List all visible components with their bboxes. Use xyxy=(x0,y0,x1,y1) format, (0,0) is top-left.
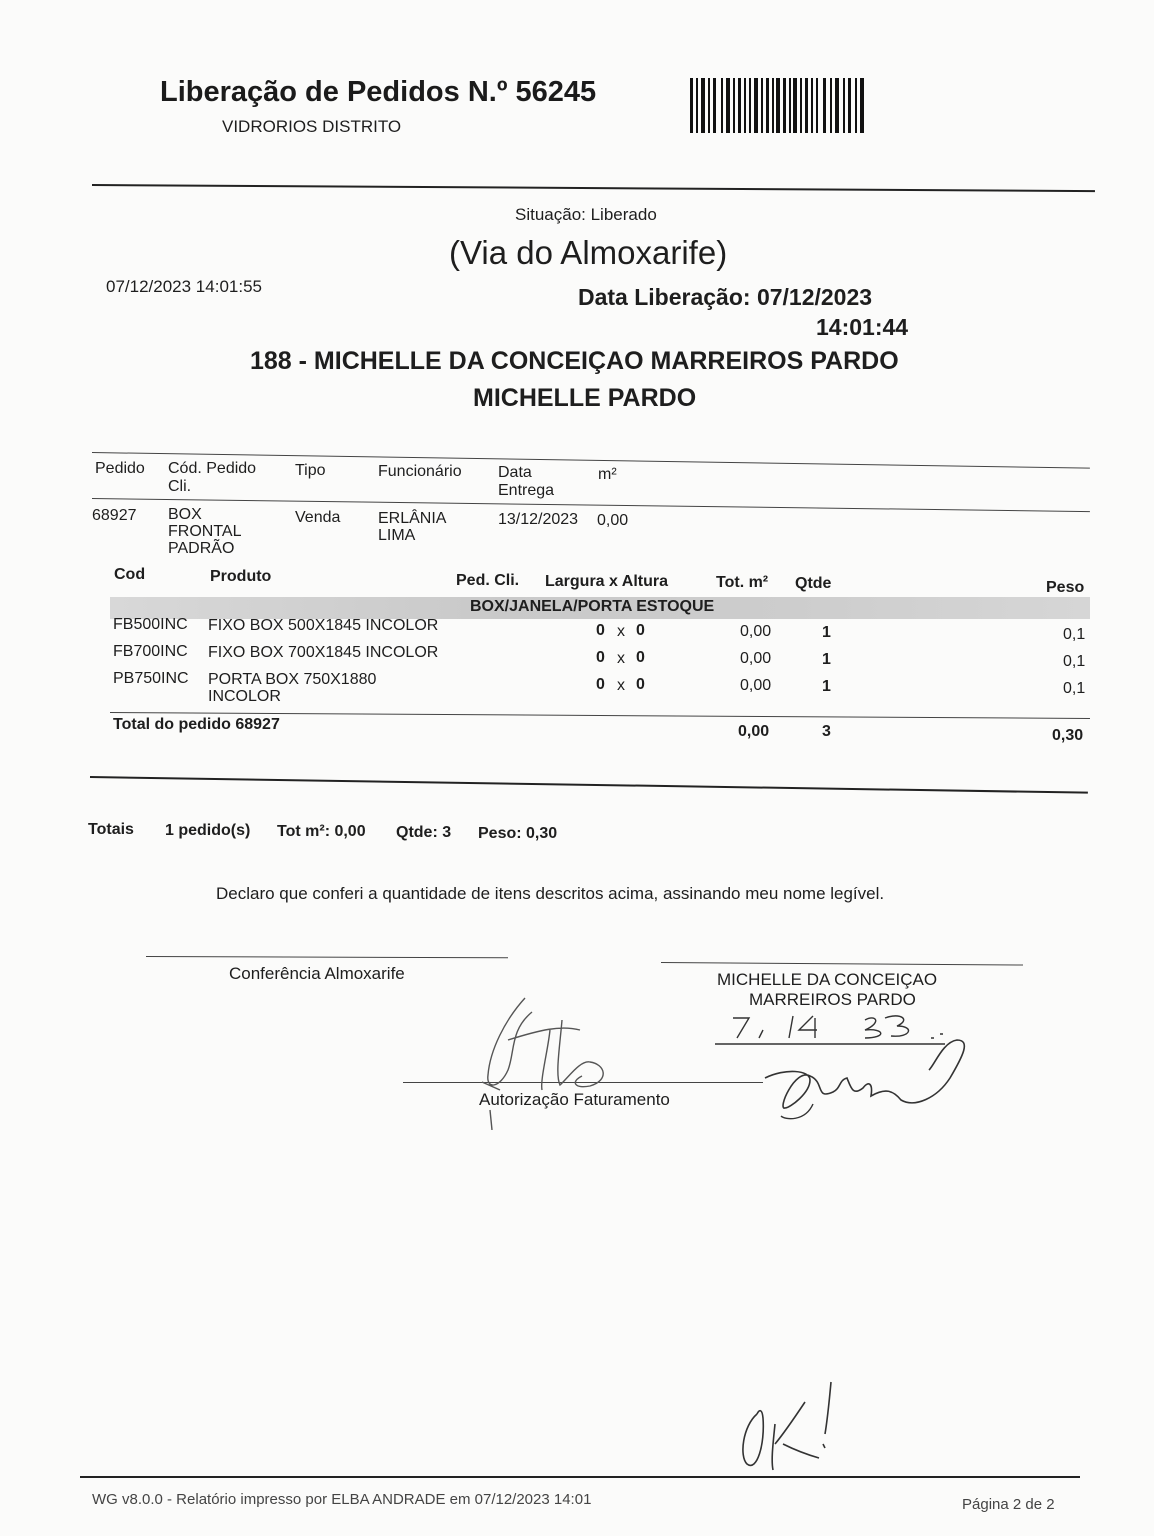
totais-peso: Peso: 0,30 xyxy=(478,825,558,842)
item-header-tot-m2: Tot. m² xyxy=(716,574,769,591)
item-altura: 0 xyxy=(636,622,645,639)
item-header-qtde: Qtde xyxy=(795,575,832,592)
item-header-peso: Peso xyxy=(1046,579,1085,596)
order-m2: 0,00 xyxy=(597,512,629,529)
item-x-separator: x xyxy=(617,623,625,640)
order-tipo: Venda xyxy=(295,509,341,526)
order-total-qtde: 3 xyxy=(822,723,831,740)
barcode-icon xyxy=(690,78,866,133)
item-peso: 0,1 xyxy=(1063,680,1086,697)
print-timestamp: 07/12/2023 14:01:55 xyxy=(106,277,262,296)
item-altura: 0 xyxy=(636,676,645,693)
totais-pedidos: 1 pedido(s) xyxy=(165,822,251,839)
item-header-cod: Cod xyxy=(114,566,146,583)
item-x-separator: x xyxy=(617,677,625,694)
col-header-pedido: Pedido xyxy=(95,460,145,477)
conferencia-signature-line xyxy=(146,956,508,958)
col-header-cod-pedido: Cód. Pedido Cli. xyxy=(168,460,257,495)
item-produto: PORTA BOX 750X1880 INCOLOR xyxy=(208,671,377,705)
item-altura: 0 xyxy=(636,649,645,666)
footer-printed-by: WG v8.0.0 - Relatório impresso por ELBA ANDRADE em 07/12/2023 14:01 xyxy=(92,1491,592,1508)
item-peso: 0,1 xyxy=(1063,653,1086,670)
client-short-name: MICHELLE PARDO xyxy=(473,384,697,412)
item-qtde: 1 xyxy=(822,624,831,641)
autorizacao-label: Autorização Faturamento xyxy=(479,1090,670,1109)
declaration-text: Declaro que conferi a quantidade de itens descritos acima, assinando meu nome legível. xyxy=(216,884,885,903)
order-cod-pedido: BOX FRONTAL PADRÃO xyxy=(168,506,241,557)
item-qtde: 1 xyxy=(822,678,831,695)
item-tot-m2: 0,00 xyxy=(740,677,772,694)
item-x-separator: x xyxy=(617,650,625,667)
order-pedido: 68927 xyxy=(92,507,137,524)
client-signature-line xyxy=(661,962,1023,966)
report-title: Liberação de Pedidos N.º 56245 xyxy=(160,76,597,108)
item-cod: FB700INC xyxy=(113,643,188,660)
item-largura: 0 xyxy=(596,622,605,639)
item-tot-m2: 0,00 xyxy=(740,623,772,640)
order-funcionario: ERLÂNIA LIMA xyxy=(378,510,446,544)
order-data-entrega: 13/12/2023 xyxy=(498,511,579,528)
item-largura: 0 xyxy=(596,676,605,693)
client-signature-name-2: MARREIROS PARDO xyxy=(749,990,916,1009)
order-total-m2: 0,00 xyxy=(738,723,770,740)
header-divider xyxy=(92,184,1095,192)
item-cod: PB750INC xyxy=(113,670,189,687)
col-header-data-entrega: Data Entrega xyxy=(498,464,555,499)
group-label: BOX/JANELA/PORTA ESTOQUE xyxy=(470,598,715,615)
item-qtde: 1 xyxy=(822,651,831,668)
liberacao-time: 14:01:44 xyxy=(816,314,909,340)
footer-rule xyxy=(80,1476,1080,1478)
conferencia-label: Conferência Almoxarife xyxy=(229,964,405,983)
status-situacao: Situação: Liberado xyxy=(515,205,657,224)
item-produto: FIXO BOX 700X1845 INCOLOR xyxy=(208,644,439,661)
footer-page: Página 2 de 2 xyxy=(962,1496,1055,1513)
item-largura: 0 xyxy=(596,649,605,666)
via-label: (Via do Almoxarife) xyxy=(449,234,728,271)
item-tot-m2: 0,00 xyxy=(740,650,772,667)
order-total-peso: 0,30 xyxy=(1052,727,1084,744)
client-signature-name-1: MICHELLE DA CONCEIÇAO xyxy=(717,970,938,989)
items-bottom-rule xyxy=(90,776,1088,794)
order-total-label: Total do pedido 68927 xyxy=(113,716,280,733)
liberacao-date: Data Liberação: 07/12/2023 xyxy=(578,284,873,310)
item-header-largura-altura: Largura x Altura xyxy=(545,573,668,590)
col-header-tipo: Tipo xyxy=(295,462,326,479)
item-header-ped-cli: Ped. Cli. xyxy=(456,572,520,589)
ok-handwriting-icon xyxy=(735,1374,855,1478)
col-header-m2: m² xyxy=(598,466,617,483)
item-produto: FIXO BOX 500X1845 INCOLOR xyxy=(208,617,439,634)
totais-qtde: Qtde: 3 xyxy=(396,824,452,841)
col-header-funcionario: Funcionário xyxy=(378,463,462,480)
client-signature-icon xyxy=(715,1008,985,1128)
totais-tot-m2: Tot m²: 0,00 xyxy=(277,823,366,840)
authorization-signature-icon xyxy=(470,990,650,1130)
totais-label: Totais xyxy=(88,821,134,838)
company-name: VIDRORIOS DISTRITO xyxy=(222,117,402,136)
item-header-produto: Produto xyxy=(210,568,272,585)
client-full-name: 188 - MICHELLE DA CONCEIÇAO MARREIROS PARDO xyxy=(250,347,899,375)
item-cod: FB500INC xyxy=(113,616,188,633)
item-peso: 0,1 xyxy=(1063,626,1086,643)
